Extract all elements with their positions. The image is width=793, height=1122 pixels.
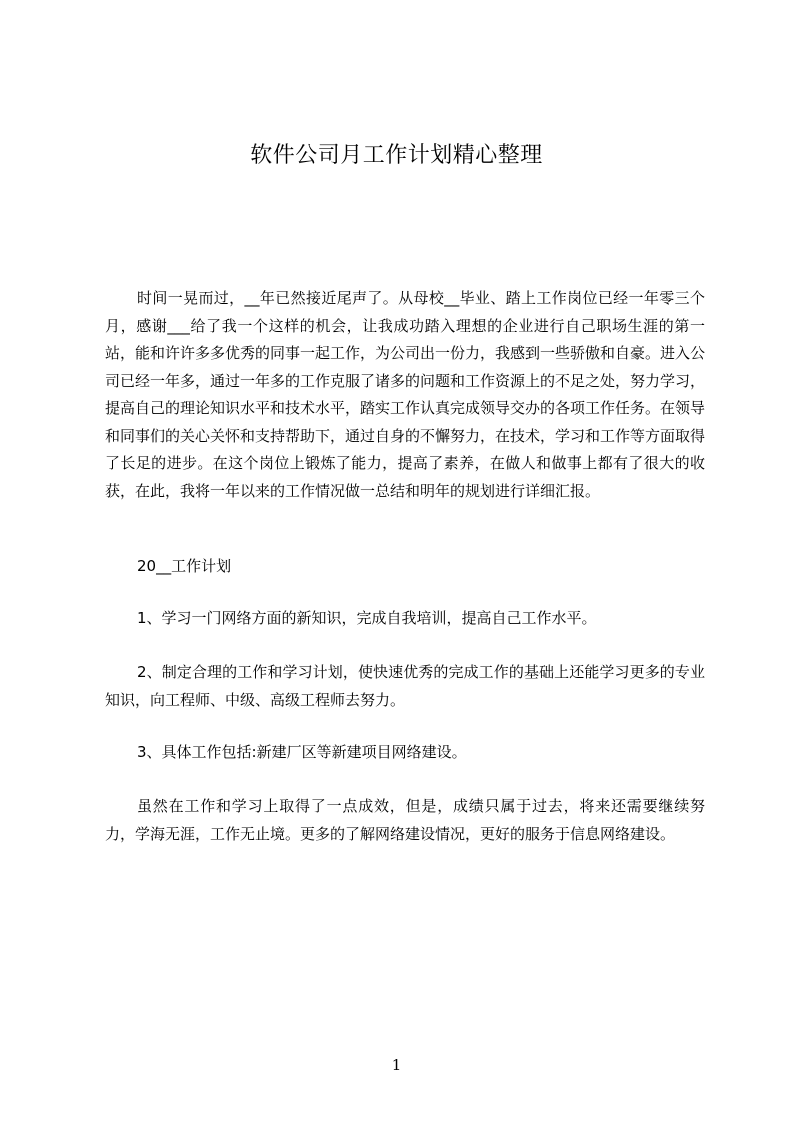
- document-title: 软件公司月工作计划精心整理: [250, 143, 543, 168]
- plan-heading: 20__工作计划: [137, 557, 232, 575]
- plan-item-3: 3、具体工作包括:新建厂区等新建项目网络建设。: [137, 743, 467, 761]
- closing-paragraph: 虽然在工作和学习上取得了一点成效，但是，成绩只属于过去，将来还需要继续努力，学海无涯，工作无止境。更多的了解网络建设情况，更好的服务于信息网络建设。: [105, 797, 705, 843]
- plan-item-2: 2、制定合理的工作和学习计划，使快速优秀的完成工作的基础上还能学习更多的专业知识，向工程师、中级、高级工程师去努力。: [105, 663, 705, 709]
- plan-item-1: 1、学习一门网络方面的新知识，完成自我培训，提高自己工作水平。: [137, 609, 597, 627]
- intro-paragraph: 时间一晃而过，__年已然接近尾声了。从母校__毕业、踏上工作岗位已经一年零三个月，感谢___给了我一个这样的机会，让我成功踏入理想的企业进行自己职场生涯的第一站，能和许许多多优秀的同事一起工作，为公司出一份力，我感到一些骄傲和自豪。进入公司已经一年多，通过一年多的工作克服了诸多的问题和工作资源上的不足之处，努力学习，提高自己的理论知识水平和技术水平，踏实工作认真完成领导交办的各项工作任务。在领导和同事们的关心关怀和支持帮助下，通过自身的不懈努力，在技术，学习和工作等方面取得了长足的进步。在这个岗位上锻炼了能力，提高了素养，在做人和做事上都有了很大的收获，在此，我将一年以来的工作情况做一总结和明年的规划进行详细汇报。: [105, 289, 706, 500]
- page-number: 1: [391, 1056, 402, 1074]
